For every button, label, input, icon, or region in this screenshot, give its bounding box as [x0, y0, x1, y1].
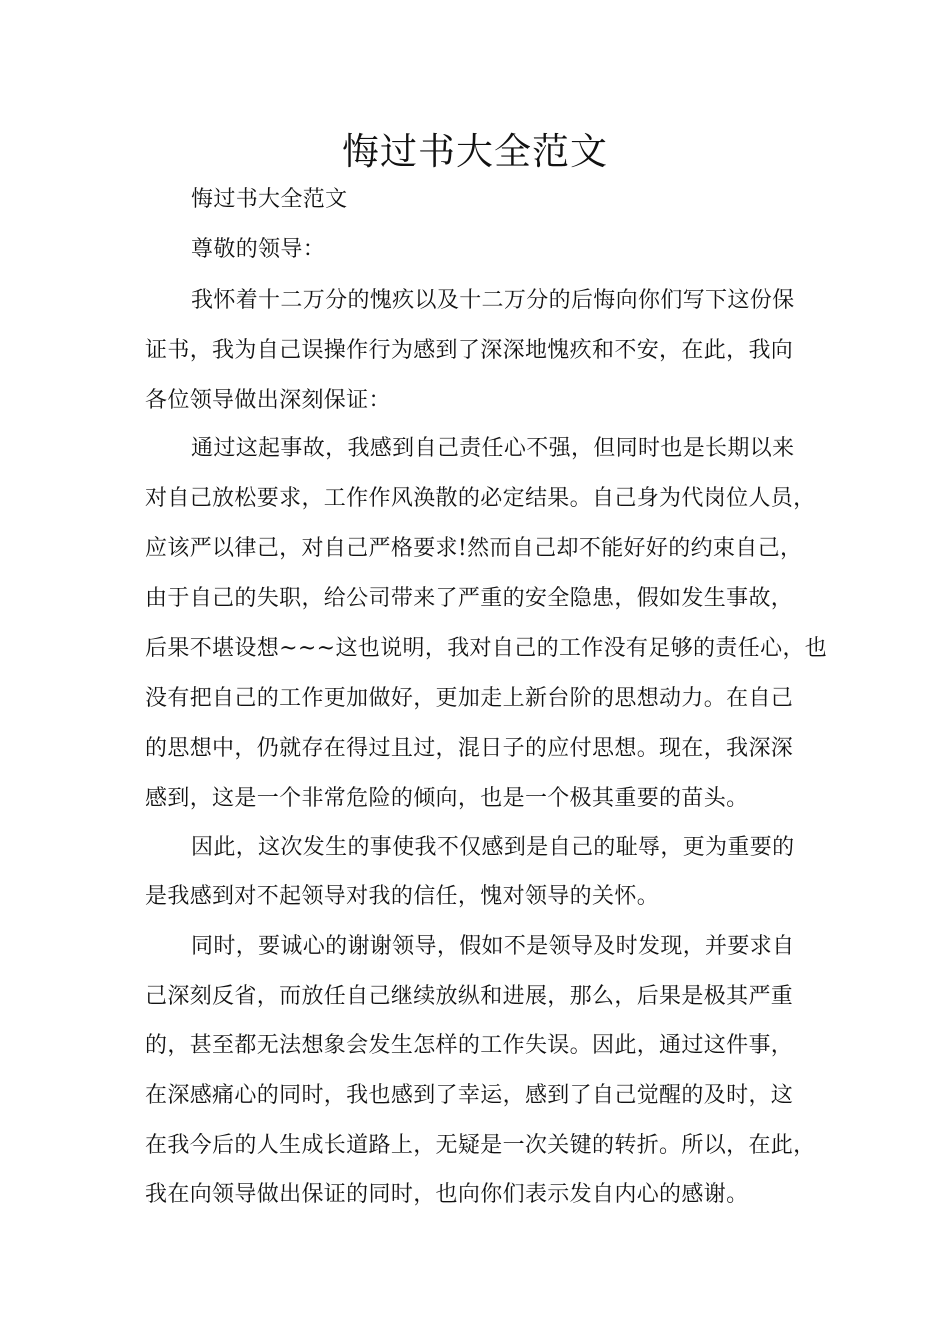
paragraph-line: 己深刻反省，而放任自己继续放纵和进展，那么，后果是极其严重 — [145, 984, 794, 1009]
paragraph-line: 在我今后的人生成长道路上，无疑是一次关键的转折。所以，在此， — [145, 1133, 816, 1158]
paragraph-line: 的思想中，仍就存在得过且过，混日子的应付思想。现在，我深深 — [145, 736, 794, 761]
paragraph-line: 我怀着十二万分的愧疚以及十二万分的后悔向你们写下这份保 — [191, 288, 795, 313]
paragraph-line: 的，甚至都无法想象会发生怎样的工作失误。因此，通过这件事， — [145, 1033, 794, 1058]
paragraph-line: 各位领导做出深刻保证： — [145, 388, 391, 413]
paragraph-line: 我在向领导做出保证的同时，也向你们表示发自内心的感谢。 — [145, 1182, 749, 1207]
paragraph-line: 同时，要诚心的谢谢领导，假如不是领导及时发现，并要求自 — [191, 934, 795, 959]
paragraph-line: 因此，这次发生的事使我不仅感到是自己的耻辱，更为重要的 — [191, 835, 795, 860]
document-title: 悔过书大全范文 — [342, 130, 608, 173]
paragraph-line: 证书，我为自己误操作行为感到了深深地愧疚和不安，在此，我向 — [145, 338, 794, 363]
paragraph-line: 由于自己的失职，给公司带来了严重的安全隐患，假如发生事故， — [145, 586, 794, 611]
paragraph-line: 是我感到对不起领导对我的信任，愧对领导的关怀。 — [145, 884, 660, 909]
paragraph-line: 对自己放松要求，工作作风涣散的必定结果。自己身为代岗位人员， — [145, 486, 816, 511]
subtitle-line: 悔过书大全范文 — [191, 187, 348, 212]
salutation-line: 尊敬的领导： — [191, 237, 326, 262]
paragraph-line: 感到，这是一个非常危险的倾向，也是一个极其重要的苗头。 — [145, 786, 749, 811]
paragraph-line: 没有把自己的工作更加做好，更加走上新台阶的思想动力。在自己 — [145, 686, 794, 711]
paragraph-line: 后果不堪设想~~~这也说明，我对自己的工作没有足够的责任心，也 — [145, 636, 828, 661]
paragraph-line: 在深感痛心的同时，我也感到了幸运，感到了自己觉醒的及时，这 — [145, 1083, 794, 1108]
paragraph-line: 通过这起事故，我感到自己责任心不强，但同时也是长期以来 — [191, 436, 795, 461]
paragraph-line: 应该严以律己，对自己严格要求!然而自己却不能好好的约束自己， — [145, 536, 803, 561]
